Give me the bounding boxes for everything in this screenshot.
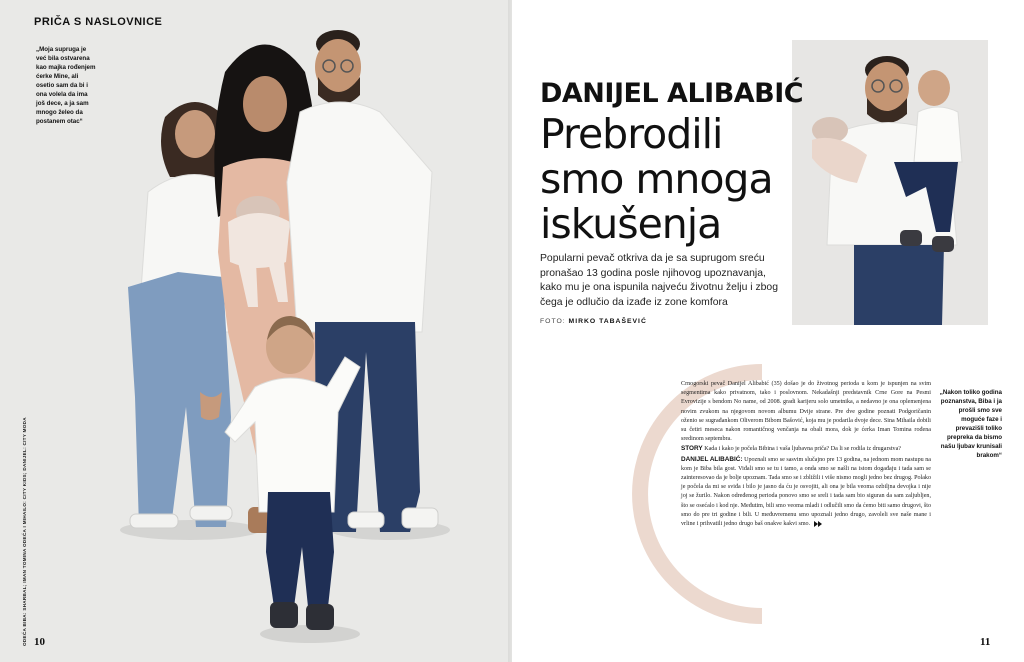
family-photo (110, 22, 480, 662)
standfirst: Popularni pevač otkriva da je sa suprugom sreću pronašao 13 godina posle njihovog upoznavanja, kako mu je ona ispunila najveću životnu želju i zbog čega je odlučio da izađe iz zone komfora (540, 253, 778, 308)
photo-credit-name: MIRKO TABAŠEVIĆ (568, 318, 647, 325)
section-label: PRIČA S NASLOVNICE (34, 16, 163, 28)
headline-line-1: Prebrodili (540, 110, 723, 158)
story-question-paragraph (681, 444, 931, 454)
story-question: Kada i kako je počela Bibina i vaša ljubavna priča? Da li se rodila iz drugarstva? (704, 446, 901, 453)
left-pull-quote: „Moja supruga je već bila ostvarena kao majka rođenjem ćerke Mine, ali osetio sam da bi i ona volela da ima još dece, a ja sam mnogo želeo da postanem otac“ (36, 46, 96, 125)
right-pull-quote: „Nakon toliko godina poznanstva, Biba i ja prošli smo sve moguće faze i prevazišli toliko prepreka da bismo našu ljubav krunisali brakom“ (939, 389, 1002, 459)
story-label: STORY (681, 445, 703, 453)
article-body (681, 380, 931, 529)
clothing-credits: ODEĆA BIBA: SHARBAL; IMAN TOMINA ODEĆA I MIHAILO: CITY KIDS; DANIJEL: CITY MODA (22, 417, 27, 646)
page-number-right: 11 (980, 636, 991, 648)
answer-label: DANIJEL ALIBABIĆ: (681, 455, 743, 463)
photo-credit (540, 318, 647, 325)
headline-title (540, 112, 800, 247)
headline-line-2: smo mnoga (540, 155, 773, 203)
answer-text: Upoznali smo se sasvim slučajno pre 13 godina, na jednom mom nastupu na kom je Biba bila gost. Viđali smo se tu i tamo, a onda smo se našli na istom događaju i tada sam se zainteresovao da je bolje upoznam. Tada smo se i zbližili i više nismo mogli jedno bez drugog. Polako je počela da mi se sviđa i bilo je jasno da ću je osvojiti, ali ona je bila veoma ozbiljna devojka i nije joj se žurilo. Nakon određenog perioda ponovo smo se sreli i tada sam bio siguran da sam zaljubljen, što se osećalo i kod nje. Međutim, bili smo veoma mladi i odlučili smo da ćemo biti samo drugovi, što smo do pre tri godine i bili. U međuvremenu smo upoznali jedno drugo, zavoleli sve naše mane i vrline i prihvatili jedno drugo baš onakve kakvi smo. (681, 456, 931, 528)
answer-paragraph (681, 455, 931, 530)
continue-arrow-icon (814, 521, 822, 527)
headline-name: DANIJEL ALIBABIĆ (540, 78, 804, 109)
photo-credit-label: FOTO: (540, 318, 566, 325)
headline-line-3: iskušenja (540, 200, 722, 248)
body-intro: Crnogorski pevač Danijel Alibabić (35) došao je do životnog perioda u kom je ispunjen na svim segmentima kako privatnom, tako i poslovnom. Nekadašnji predstavnik Crne Gore na Pesmi Evrovizije s bendom No name, od 2008. gradi karijeru solo umetnika, a nedavno je ona oplemenjena novim zvukom na njegovom novom albumu Dvije strane. Pre dve godine poznati Podgoričanin oženio se sugrađankom Oliverom Bibom Bašović, koja mu je podarila dvoje dece. Sina Mihaila dobili su četiri meseca nakon romantičnog venčanja na obali mora, dok je ćerka Iman Tomina rođena sredinom septembra. (681, 381, 931, 443)
father-children-photo (792, 40, 988, 325)
page-number-left: 10 (34, 636, 45, 648)
